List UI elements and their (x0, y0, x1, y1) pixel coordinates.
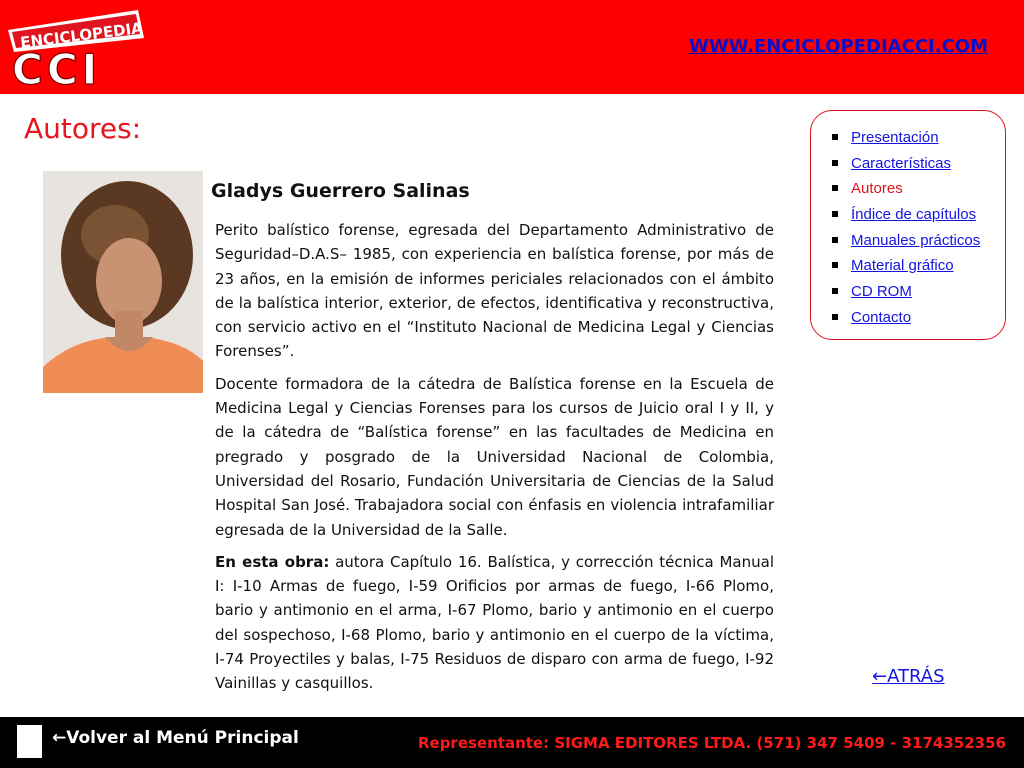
logo-top-text: ENCICLOPEDIA (19, 18, 144, 52)
nav-item-contacto[interactable] (829, 308, 1005, 334)
site-url-link[interactable]: WWW.ENCICLOPEDIACCI.COM (689, 36, 988, 57)
square-bullet-icon (832, 262, 838, 268)
author-name: Gladys Guerrero Salinas (211, 180, 470, 202)
nav-item-label[interactable]: Material gráfico (851, 257, 954, 275)
nav-item-label[interactable]: Índice de capítulos (851, 206, 977, 224)
logo-main-text: CCI (12, 45, 102, 88)
bio-paragraph-2: Docente formadora de la cátedra de Balística forense en la Escuela de Medicina Legal y Ciencias Forenses para los cursos de Juicio oral I y II, y de la cátedra de “Balística forense” en las facultades de Medicina en pregrado y posgrado de la Universidad Nacional de Colombia, Universidad del Rosario, Fundación Universitaria de Ciencias de la Salud Hospital San José. Trabajadora social con énfasis en violencia intrafamiliar egresada de la Universidad de la Salle. (215, 374, 774, 539)
nav-item-indice[interactable] (829, 205, 1005, 231)
square-bullet-icon (832, 288, 838, 294)
nav-item-label[interactable]: Presentación (851, 129, 939, 146)
author-bio (215, 218, 774, 704)
square-bullet-icon (832, 185, 838, 191)
nav-item-presentacion[interactable] (829, 128, 1005, 154)
nav-menu (810, 110, 1006, 340)
page-title: Autores: (24, 112, 142, 145)
nav-item-manuales[interactable] (829, 231, 1005, 257)
main-menu-link[interactable]: ←Volver al Menú Principal (52, 728, 299, 748)
square-bullet-icon (832, 314, 838, 320)
square-bullet-icon (832, 211, 838, 217)
logo-graphic (6, 8, 146, 88)
author-photo (43, 171, 203, 393)
nav-item-label[interactable]: Manuales prácticos (851, 231, 981, 249)
work-paragraph (215, 550, 774, 696)
work-text: autora Capítulo 16. Balística, y corrección técnica Manual I: I-10 Armas de fuego, I-59 Orificios por armas de fuego, I-66 Plomo, bario y antimonio en el arma, I-67 Plomo, bario y antimonio en el cuerpo del sospechoso, I-68 Plomo, bario y antimonio en el cuerpo de la víctima, I-74 Proyectiles y balas, I-75 Residuos de disparo con arma de fuego, I-92 Vainillas y casquillos. (215, 552, 775, 693)
nav-item-label[interactable]: Contacto (851, 308, 912, 326)
nav-item-label[interactable]: CD ROM (851, 283, 912, 301)
nav-item-caracteristicas[interactable] (829, 154, 1005, 180)
nav-item-autores[interactable] (829, 179, 1005, 205)
representative-info: Representante: SIGMA EDITORES LTDA. (571) 347 5409 - 3174352356 (417, 734, 1006, 752)
footer-block-icon (17, 725, 42, 758)
logo[interactable] (6, 8, 146, 88)
square-bullet-icon (832, 160, 838, 166)
nav-item-cdrom[interactable] (829, 282, 1005, 308)
back-link[interactable]: ←ATRÁS (872, 666, 945, 687)
header-bar (0, 0, 1024, 94)
bio-paragraph-1: Perito balístico forense, egresada del Departamento Administrativo de Seguridad–D.A.S– 1985, con experiencia en balística forense, por más de 23 años, en la emisión de informes periciales relacionados con el ámbito de la balística interior, exterior, de efectos, identificativa y reconstructiva, con servicio activo en el “Instituto Nacional de Medicina Legal y Ciencias Forenses”. (215, 221, 774, 361)
square-bullet-icon (832, 237, 838, 243)
nav-item-material[interactable] (829, 256, 1005, 282)
footer-bar (0, 717, 1024, 768)
nav-item-label[interactable]: Características (851, 154, 952, 172)
work-label: En esta obra: (215, 552, 330, 571)
square-bullet-icon (832, 134, 838, 140)
nav-item-label[interactable]: Autores (851, 180, 903, 198)
